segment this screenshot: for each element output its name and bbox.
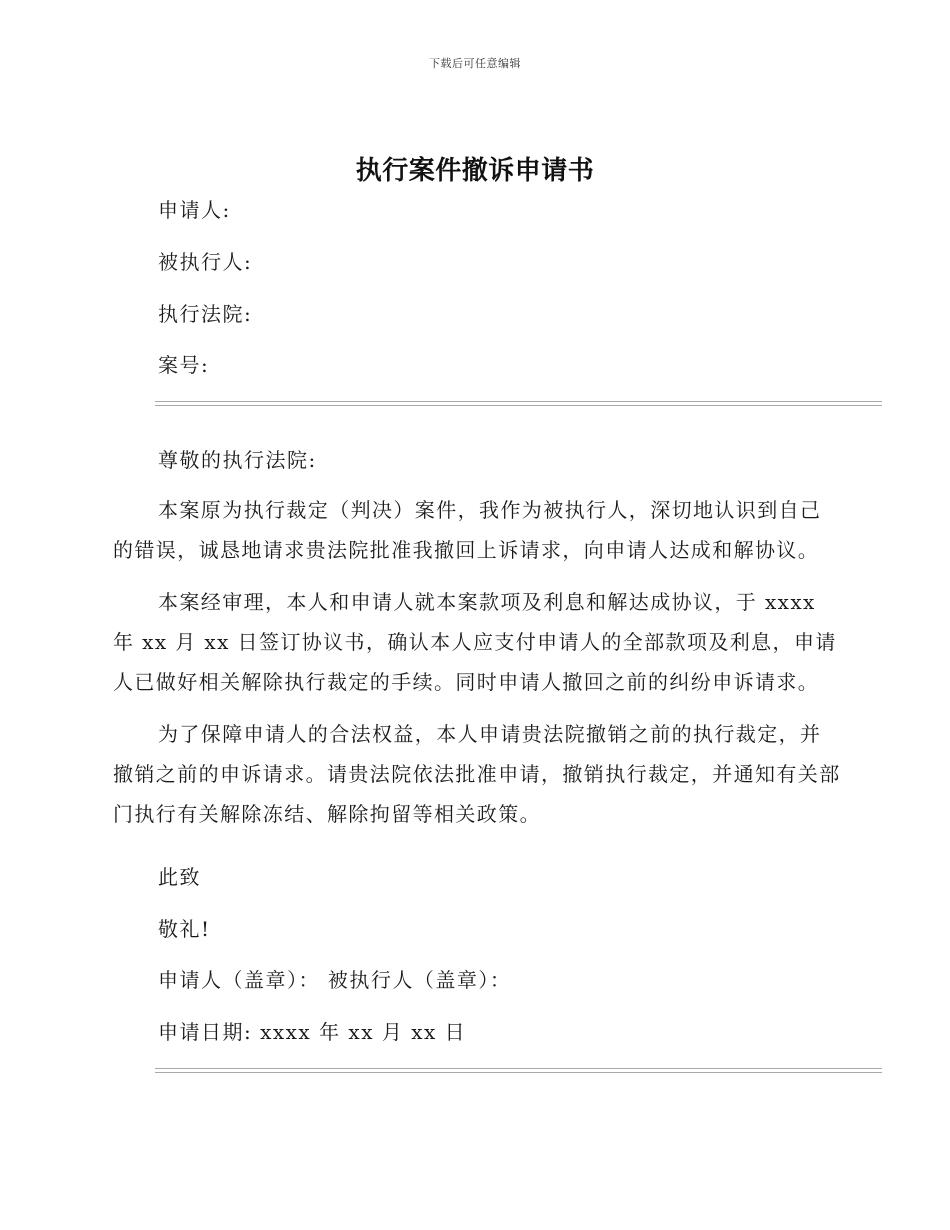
body-paragraph-1: 本案原为执行裁定（判决）案件，我作为被执行人，深切地认识到自己的错误，诚恳地请求贵法院批准我撤回上诉请求，向申请人达成和解协议。 [113,498,822,562]
letter-body [113,490,841,846]
applicant-field: 申请人: [158,198,231,222]
body-paragraph-3: 为了保障申请人的合法权益，本人申请贵法院撤销之前的执行裁定，并撤销之前的申诉请求。请贵法院依法批准申请，撤销执行裁定，并通知有关部门执行有关解除冻结、解除拘留等相关政策。 [113,722,841,826]
divider-top [155,401,882,406]
closing-ci-zhi: 此致 [158,865,201,889]
header-note: 下载后可任意编辑 [429,57,521,70]
respondent-field: 被执行人: [158,250,253,274]
application-date: 申请日期: xxxx 年 xx 月 xx 日 [158,1020,467,1044]
salutation: 尊敬的执行法院: [158,448,317,472]
closing-jing-li: 敬礼! [158,917,211,941]
court-field: 执行法院: [158,302,253,326]
signature-line: 申请人（盖章）： 被执行人（盖章）： [158,968,512,992]
divider-bottom [155,1068,882,1073]
document-title: 执行案件撤诉申请书 [355,156,595,186]
case-number-field: 案号: [158,353,210,377]
body-paragraph-2: 本案经审理，本人和申请人就本案款项及利息和解达成协议，于 xxxx 年 xx 月 xx 日签订协议书，确认本人应支付申请人的全部款项及利息，申请人已做好相关解除执行裁定的手续。同时申请人撤回之前的纠纷申诉请求。 [113,590,837,694]
